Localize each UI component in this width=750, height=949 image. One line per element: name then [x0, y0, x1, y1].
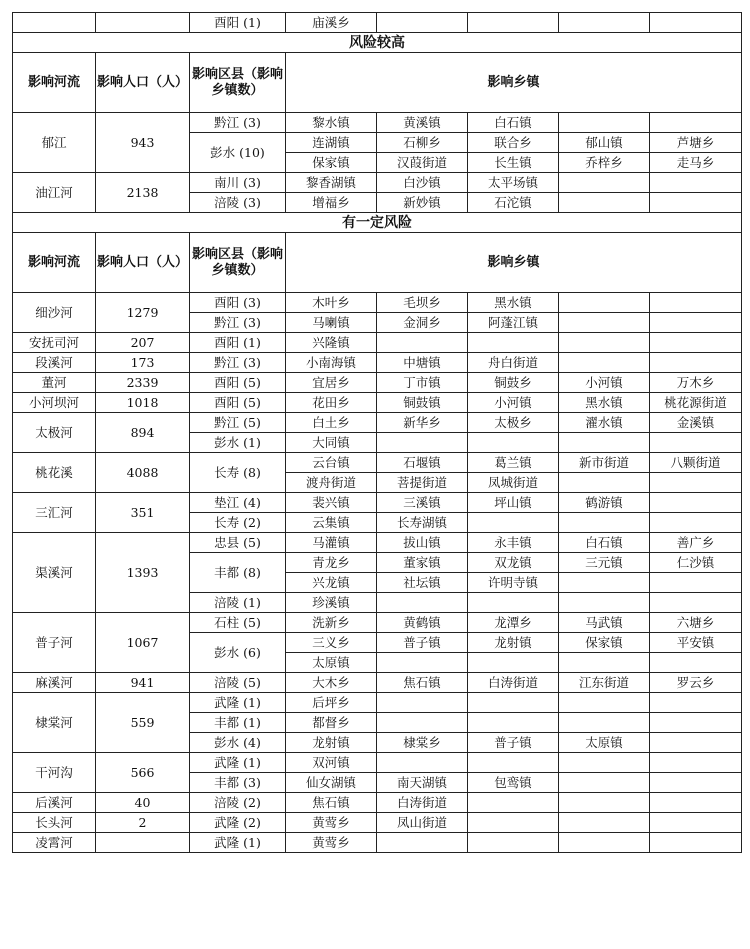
county-cell: 武隆 (2): [190, 813, 286, 833]
empty-cell: [559, 293, 650, 313]
town-cell: 平安镇: [650, 633, 742, 653]
empty-cell: [559, 753, 650, 773]
empty-cell: [650, 353, 742, 373]
town-cell: 乔梓乡: [559, 153, 650, 173]
empty-cell: [377, 713, 468, 733]
population-value: 941: [96, 673, 190, 693]
header-county: 影响区县（影响乡镇数）: [190, 53, 286, 113]
town-cell: 金洞乡: [377, 313, 468, 333]
river-name: 麻溪河: [13, 673, 96, 693]
town-cell: 增福乡: [286, 193, 377, 213]
empty-cell: [650, 773, 742, 793]
town-cell: 拔山镇: [377, 533, 468, 553]
table-row: [13, 533, 742, 553]
town-cell: 龙潭乡: [468, 613, 559, 633]
county-cell: 涪陵 (3): [190, 193, 286, 213]
empty-cell: [559, 813, 650, 833]
town-cell: 三溪镇: [377, 493, 468, 513]
town-cell: 黄溪镇: [377, 113, 468, 133]
town-cell: 木叶乡: [286, 293, 377, 313]
town-cell: 小河镇: [468, 393, 559, 413]
empty-cell: [650, 813, 742, 833]
town-cell: 宜居乡: [286, 373, 377, 393]
town-cell: 江东街道: [559, 673, 650, 693]
table-row: [13, 413, 742, 433]
empty-cell: [559, 193, 650, 213]
county-cell: 丰都 (1): [190, 713, 286, 733]
town-cell: 金溪镇: [650, 413, 742, 433]
empty-cell: [650, 333, 742, 353]
county-cell: 长寿 (8): [190, 453, 286, 493]
town-cell: 黑水镇: [468, 293, 559, 313]
town-cell: 后坪乡: [286, 693, 377, 713]
town-cell: 葛兰镇: [468, 453, 559, 473]
town-cell: 大木乡: [286, 673, 377, 693]
town-cell: 濯水镇: [559, 413, 650, 433]
town-cell: 焦石镇: [286, 793, 377, 813]
county-cell: 垫江 (4): [190, 493, 286, 513]
river-name: 太极河: [13, 413, 96, 453]
town-cell: 小南海镇: [286, 353, 377, 373]
river-name: 长头河: [13, 813, 96, 833]
empty-cell: [559, 573, 650, 593]
empty-cell: [468, 513, 559, 533]
town-cell: 黎水镇: [286, 113, 377, 133]
population-value: 40: [96, 793, 190, 813]
empty-cell: [559, 473, 650, 493]
town-cell: 白石镇: [468, 113, 559, 133]
empty-cell: [559, 693, 650, 713]
population-value: 1279: [96, 293, 190, 333]
town-cell: 双河镇: [286, 753, 377, 773]
town-cell: 六塘乡: [650, 613, 742, 633]
town-cell: 大同镇: [286, 433, 377, 453]
empty-cell: [650, 173, 742, 193]
town-cell: 黄鹤镇: [377, 613, 468, 633]
river-name: 细沙河: [13, 293, 96, 333]
town-cell: 云台镇: [286, 453, 377, 473]
section-row: [13, 33, 742, 53]
town-cell: 珍溪镇: [286, 593, 377, 613]
county-cell: 彭水 (10): [190, 133, 286, 173]
empty-cell: [650, 113, 742, 133]
empty-cell: [559, 13, 650, 33]
town-cell: 白沙镇: [377, 173, 468, 193]
river-name: 三汇河: [13, 493, 96, 533]
empty-cell: [559, 353, 650, 373]
empty-cell: [650, 493, 742, 513]
population-value: 2138: [96, 173, 190, 213]
town-cell: 花田乡: [286, 393, 377, 413]
empty-cell: [468, 833, 559, 853]
town-cell: 洗新乡: [286, 613, 377, 633]
town-cell: 黄莺乡: [286, 833, 377, 853]
county-cell: 彭水 (1): [190, 433, 286, 453]
town-cell: 保家镇: [559, 633, 650, 653]
town-cell: 太原镇: [286, 653, 377, 673]
empty-cell: [559, 773, 650, 793]
section-title: 有一定风险: [13, 213, 742, 233]
population-value: 1018: [96, 393, 190, 413]
empty-cell: [468, 793, 559, 813]
town-cell: 善广乡: [650, 533, 742, 553]
header-county: 影响区县（影响乡镇数）: [190, 233, 286, 293]
empty-cell: [650, 573, 742, 593]
population-value: [96, 833, 190, 853]
town-cell: 仙女湖镇: [286, 773, 377, 793]
town-cell: 龙射镇: [286, 733, 377, 753]
empty-cell: [559, 833, 650, 853]
town-cell: 兴隆镇: [286, 333, 377, 353]
town-cell: 普子镇: [377, 633, 468, 653]
table-row: [13, 353, 742, 373]
town-cell: 太原镇: [559, 733, 650, 753]
table-row: [13, 673, 742, 693]
town-cell: 坪山镇: [468, 493, 559, 513]
county-cell: 武隆 (1): [190, 693, 286, 713]
county-cell: 长寿 (2): [190, 513, 286, 533]
table-row: [13, 693, 742, 713]
county-cell: 涪陵 (5): [190, 673, 286, 693]
town-cell: 罗云乡: [650, 673, 742, 693]
empty-cell: [650, 593, 742, 613]
river-name: 董河: [13, 373, 96, 393]
river-name: 桃花溪: [13, 453, 96, 493]
town-cell: 包鸾镇: [468, 773, 559, 793]
town-cell: 社坛镇: [377, 573, 468, 593]
header-towns: 影响乡镇: [286, 233, 742, 293]
town-cell: 龙射镇: [468, 633, 559, 653]
town-cell: 汉葭街道: [377, 153, 468, 173]
population-value: 351: [96, 493, 190, 533]
empty-cell: [650, 653, 742, 673]
empty-cell: [468, 813, 559, 833]
town-cell: 新妙镇: [377, 193, 468, 213]
empty-cell: [559, 113, 650, 133]
county-cell: 涪陵 (1): [190, 593, 286, 613]
river-name: 后溪河: [13, 793, 96, 813]
county-cell: 武隆 (1): [190, 833, 286, 853]
empty-cell: [468, 593, 559, 613]
town-cell: 凤城街道: [468, 473, 559, 493]
county-cell: 彭水 (4): [190, 733, 286, 753]
empty-cell: [559, 713, 650, 733]
town-cell: 黄莺乡: [286, 813, 377, 833]
table-row: [13, 813, 742, 833]
county-cell: 彭水 (6): [190, 633, 286, 673]
town-cell: 八颗街道: [650, 453, 742, 473]
population-value: 943: [96, 113, 190, 173]
town-cell: 董家镇: [377, 553, 468, 573]
population-value: 4088: [96, 453, 190, 493]
population-value: 894: [96, 413, 190, 453]
county-cell: 酉阳 (5): [190, 373, 286, 393]
town-cell: 棣棠乡: [377, 733, 468, 753]
empty-cell: [377, 13, 468, 33]
table-row: [13, 373, 742, 393]
empty-cell: [559, 593, 650, 613]
town-cell: 联合乡: [468, 133, 559, 153]
river-name: 油江河: [13, 173, 96, 213]
town-cell: 阿蓬江镇: [468, 313, 559, 333]
town-cell: 长生镇: [468, 153, 559, 173]
town-cell: 云集镇: [286, 513, 377, 533]
town-cell: 仁沙镇: [650, 553, 742, 573]
town-cell: 新市街道: [559, 453, 650, 473]
town-cell: 白土乡: [286, 413, 377, 433]
header-row: [13, 53, 742, 113]
empty-cell: [650, 733, 742, 753]
empty-cell: [13, 13, 96, 33]
empty-cell: [650, 693, 742, 713]
empty-cell: [468, 13, 559, 33]
town-cell: 青龙乡: [286, 553, 377, 573]
county-cell: 丰都 (3): [190, 773, 286, 793]
empty-cell: [377, 433, 468, 453]
county-cell: 涪陵 (2): [190, 793, 286, 813]
town-cell: 都督乡: [286, 713, 377, 733]
table-row: [13, 333, 742, 353]
town-cell: 铜鼓镇: [377, 393, 468, 413]
town-cell: 白涛街道: [377, 793, 468, 813]
empty-cell: [559, 433, 650, 453]
town-cell: 庙溪乡: [286, 13, 377, 33]
county-cell: 酉阳 (1): [190, 13, 286, 33]
empty-cell: [559, 513, 650, 533]
empty-cell: [650, 433, 742, 453]
town-cell: 长寿湖镇: [377, 513, 468, 533]
town-cell: 黎香湖镇: [286, 173, 377, 193]
town-cell: 保家镇: [286, 153, 377, 173]
empty-cell: [559, 793, 650, 813]
empty-cell: [559, 333, 650, 353]
header-row: [13, 233, 742, 293]
town-cell: 新华乡: [377, 413, 468, 433]
river-name: 凌霄河: [13, 833, 96, 853]
town-cell: 石柳乡: [377, 133, 468, 153]
empty-cell: [377, 593, 468, 613]
river-name: 棣棠河: [13, 693, 96, 753]
town-cell: 丁市镇: [377, 373, 468, 393]
empty-cell: [468, 433, 559, 453]
empty-cell: [650, 793, 742, 813]
empty-cell: [650, 513, 742, 533]
town-cell: 裴兴镇: [286, 493, 377, 513]
empty-cell: [650, 13, 742, 33]
empty-cell: [559, 313, 650, 333]
town-cell: 太极乡: [468, 413, 559, 433]
town-cell: 焦石镇: [377, 673, 468, 693]
county-cell: 石柱 (5): [190, 613, 286, 633]
table-row: [13, 493, 742, 513]
county-cell: 黔江 (3): [190, 113, 286, 133]
town-cell: 三义乡: [286, 633, 377, 653]
empty-cell: [468, 333, 559, 353]
town-cell: 双龙镇: [468, 553, 559, 573]
header-population: 影响人口（人）: [96, 233, 190, 293]
river-name: 小河坝河: [13, 393, 96, 413]
town-cell: 南天湖镇: [377, 773, 468, 793]
empty-cell: [559, 653, 650, 673]
town-cell: 连湖镇: [286, 133, 377, 153]
town-cell: 白石镇: [559, 533, 650, 553]
river-name: 安抚司河: [13, 333, 96, 353]
town-cell: 马灌镇: [286, 533, 377, 553]
county-cell: 黔江 (3): [190, 353, 286, 373]
town-cell: 渡舟街道: [286, 473, 377, 493]
empty-cell: [650, 473, 742, 493]
county-cell: 丰都 (8): [190, 553, 286, 593]
county-cell: 忠县 (5): [190, 533, 286, 553]
county-cell: 黔江 (3): [190, 313, 286, 333]
town-cell: 兴龙镇: [286, 573, 377, 593]
table-row: [13, 293, 742, 313]
town-cell: 马喇镇: [286, 313, 377, 333]
table-row: [13, 453, 742, 473]
town-cell: 走马乡: [650, 153, 742, 173]
town-cell: 铜鼓乡: [468, 373, 559, 393]
county-cell: 武隆 (1): [190, 753, 286, 773]
header-population: 影响人口（人）: [96, 53, 190, 113]
town-cell: 石沱镇: [468, 193, 559, 213]
town-cell: 普子镇: [468, 733, 559, 753]
county-cell: 南川 (3): [190, 173, 286, 193]
town-cell: 菩提街道: [377, 473, 468, 493]
empty-cell: [650, 193, 742, 213]
empty-cell: [96, 13, 190, 33]
town-cell: 许明寺镇: [468, 573, 559, 593]
town-cell: 桃花源街道: [650, 393, 742, 413]
county-cell: 酉阳 (1): [190, 333, 286, 353]
town-cell: 芦塘乡: [650, 133, 742, 153]
empty-cell: [468, 693, 559, 713]
river-name: 渠溪河: [13, 533, 96, 613]
county-cell: 黔江 (5): [190, 413, 286, 433]
county-cell: 酉阳 (3): [190, 293, 286, 313]
river-name: 郁江: [13, 113, 96, 173]
town-cell: 太平场镇: [468, 173, 559, 193]
town-cell: 凤山街道: [377, 813, 468, 833]
table-row: [13, 613, 742, 633]
table-row: [13, 793, 742, 813]
empty-cell: [650, 313, 742, 333]
empty-cell: [650, 293, 742, 313]
empty-cell: [559, 173, 650, 193]
empty-cell: [468, 653, 559, 673]
river-name: 普子河: [13, 613, 96, 673]
table-row: [13, 173, 742, 193]
table-row: [13, 393, 742, 413]
table-row: [13, 833, 742, 853]
flood-risk-table: [12, 12, 742, 853]
population-value: 1393: [96, 533, 190, 613]
town-cell: 永丰镇: [468, 533, 559, 553]
town-cell: 白涛街道: [468, 673, 559, 693]
town-cell: 黑水镇: [559, 393, 650, 413]
town-cell: 马武镇: [559, 613, 650, 633]
header-river: 影响河流: [13, 53, 96, 113]
population-value: 1067: [96, 613, 190, 673]
header-river: 影响河流: [13, 233, 96, 293]
empty-cell: [650, 713, 742, 733]
table-row: [13, 113, 742, 133]
empty-cell: [377, 753, 468, 773]
population-value: 207: [96, 333, 190, 353]
empty-cell: [468, 713, 559, 733]
town-cell: 三元镇: [559, 553, 650, 573]
town-cell: 石堰镇: [377, 453, 468, 473]
town-cell: 小河镇: [559, 373, 650, 393]
population-value: 2339: [96, 373, 190, 393]
empty-cell: [377, 833, 468, 853]
empty-cell: [468, 753, 559, 773]
town-cell: 中塘镇: [377, 353, 468, 373]
river-name: 段溪河: [13, 353, 96, 373]
population-value: 173: [96, 353, 190, 373]
population-value: 2: [96, 813, 190, 833]
county-cell: 酉阳 (5): [190, 393, 286, 413]
empty-cell: [377, 333, 468, 353]
river-name: 干河沟: [13, 753, 96, 793]
town-cell: 鹤游镇: [559, 493, 650, 513]
town-cell: 万木乡: [650, 373, 742, 393]
table-row: [13, 753, 742, 773]
table-row: [13, 13, 742, 33]
empty-cell: [377, 653, 468, 673]
header-towns: 影响乡镇: [286, 53, 742, 113]
empty-cell: [377, 693, 468, 713]
empty-cell: [650, 833, 742, 853]
section-row: [13, 213, 742, 233]
town-cell: 毛坝乡: [377, 293, 468, 313]
population-value: 566: [96, 753, 190, 793]
empty-cell: [650, 753, 742, 773]
town-cell: 郁山镇: [559, 133, 650, 153]
section-title: 风险较高: [13, 33, 742, 53]
population-value: 559: [96, 693, 190, 753]
town-cell: 舟白街道: [468, 353, 559, 373]
